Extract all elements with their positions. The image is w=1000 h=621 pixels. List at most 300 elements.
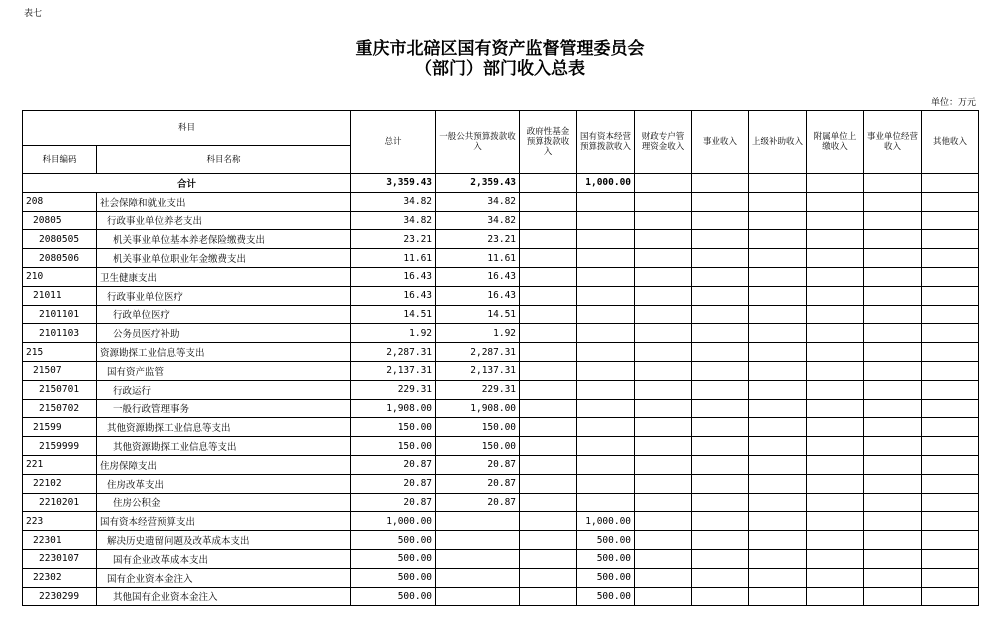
summary-superior-subsidy [749, 174, 807, 193]
cell-code: 210 [23, 267, 97, 286]
header-total: 总计 [351, 111, 436, 174]
cell-other [922, 587, 979, 606]
cell-total: 23.21 [351, 230, 436, 249]
cell-other [922, 361, 979, 380]
cell-business-operation [864, 361, 922, 380]
cell-business [692, 267, 749, 286]
cell-code: 22301 [23, 531, 97, 550]
cell-affiliate-payment [807, 324, 864, 343]
cell-gov-fund [520, 531, 577, 550]
cell-total: 2,287.31 [351, 343, 436, 362]
cell-state-capital [577, 267, 635, 286]
cell-business-operation [864, 474, 922, 493]
cell-business [692, 493, 749, 512]
cell-business [692, 512, 749, 531]
cell-other [922, 267, 979, 286]
cell-affiliate-payment [807, 211, 864, 230]
cell-name: 行政事业单位医疗 [97, 286, 351, 305]
cell-business [692, 343, 749, 362]
cell-total: 34.82 [351, 211, 436, 230]
cell-total: 16.43 [351, 267, 436, 286]
cell-superior-subsidy [749, 399, 807, 418]
table-row [23, 474, 979, 493]
cell-other [922, 211, 979, 230]
cell-state-capital [577, 474, 635, 493]
cell-name: 住房改革支出 [97, 474, 351, 493]
cell-code: 20805 [23, 211, 97, 230]
cell-affiliate-payment [807, 587, 864, 606]
cell-affiliate-payment [807, 267, 864, 286]
cell-code: 2080506 [23, 249, 97, 268]
cell-code: 22102 [23, 474, 97, 493]
cell-name: 行政运行 [97, 380, 351, 399]
cell-superior-subsidy [749, 380, 807, 399]
cell-other [922, 380, 979, 399]
cell-state-capital [577, 380, 635, 399]
cell-affiliate-payment [807, 230, 864, 249]
cell-code: 2150702 [23, 399, 97, 418]
cell-business-operation [864, 249, 922, 268]
cell-name: 国有资本经营预算支出 [97, 512, 351, 531]
cell-total: 1,908.00 [351, 399, 436, 418]
cell-name: 公务员医疗补助 [97, 324, 351, 343]
cell-business-operation [864, 230, 922, 249]
cell-state-capital [577, 399, 635, 418]
cell-name: 机关事业单位基本养老保险缴费支出 [97, 230, 351, 249]
cell-superior-subsidy [749, 568, 807, 587]
cell-state-capital: 500.00 [577, 549, 635, 568]
cell-business-operation [864, 286, 922, 305]
cell-other [922, 399, 979, 418]
cell-business [692, 192, 749, 211]
header-business: 事业收入 [692, 111, 749, 174]
summary-business [692, 174, 749, 193]
cell-affiliate-payment [807, 305, 864, 324]
cell-business-operation [864, 380, 922, 399]
cell-business-operation [864, 343, 922, 362]
header-gov-fund: 政府性基金预算拨款收入 [520, 111, 577, 174]
cell-affiliate-payment [807, 455, 864, 474]
cell-name: 行政事业单位养老支出 [97, 211, 351, 230]
cell-affiliate-payment [807, 399, 864, 418]
cell-name: 解决历史遗留问题及改革成本支出 [97, 531, 351, 550]
summary-affiliate-payment [807, 174, 864, 193]
cell-superior-subsidy [749, 267, 807, 286]
cell-total: 229.31 [351, 380, 436, 399]
cell-name: 其他国有企业资本金注入 [97, 587, 351, 606]
cell-name: 行政单位医疗 [97, 305, 351, 324]
summary-general-budget: 2,359.43 [436, 174, 520, 193]
cell-total: 11.61 [351, 249, 436, 268]
cell-superior-subsidy [749, 549, 807, 568]
cell-state-capital [577, 211, 635, 230]
cell-general-budget: 20.87 [436, 493, 520, 512]
cell-state-capital: 500.00 [577, 568, 635, 587]
cell-name: 其他资源勘探工业信息等支出 [97, 418, 351, 437]
cell-general-budget [436, 531, 520, 550]
cell-general-budget: 2,137.31 [436, 361, 520, 380]
header-special-fund: 财政专户管理资金收入 [635, 111, 692, 174]
cell-other [922, 192, 979, 211]
cell-business-operation [864, 587, 922, 606]
table-row [23, 437, 979, 456]
cell-name: 国有企业改革成本支出 [97, 549, 351, 568]
cell-general-budget: 11.61 [436, 249, 520, 268]
cell-special-fund [635, 437, 692, 456]
cell-gov-fund [520, 361, 577, 380]
cell-business [692, 305, 749, 324]
cell-business [692, 324, 749, 343]
cell-affiliate-payment [807, 343, 864, 362]
cell-code: 2150701 [23, 380, 97, 399]
cell-name: 社会保障和就业支出 [97, 192, 351, 211]
cell-code: 2101101 [23, 305, 97, 324]
cell-code: 2230107 [23, 549, 97, 568]
table-row [23, 568, 979, 587]
cell-superior-subsidy [749, 512, 807, 531]
table-row [23, 418, 979, 437]
cell-general-budget: 34.82 [436, 192, 520, 211]
cell-name: 卫生健康支出 [97, 267, 351, 286]
cell-business [692, 230, 749, 249]
cell-total: 500.00 [351, 531, 436, 550]
table-row [23, 512, 979, 531]
summary-state-capital: 1,000.00 [577, 174, 635, 193]
cell-other [922, 549, 979, 568]
cell-business-operation [864, 192, 922, 211]
cell-code: 21599 [23, 418, 97, 437]
table-header [23, 111, 979, 174]
cell-state-capital [577, 249, 635, 268]
table-row [23, 361, 979, 380]
cell-other [922, 531, 979, 550]
cell-state-capital: 500.00 [577, 531, 635, 550]
cell-business-operation [864, 549, 922, 568]
cell-general-budget: 1.92 [436, 324, 520, 343]
cell-total: 2,137.31 [351, 361, 436, 380]
cell-special-fund [635, 230, 692, 249]
cell-superior-subsidy [749, 361, 807, 380]
cell-business-operation [864, 418, 922, 437]
cell-special-fund [635, 455, 692, 474]
cell-special-fund [635, 192, 692, 211]
cell-special-fund [635, 493, 692, 512]
cell-name: 资源勘探工业信息等支出 [97, 343, 351, 362]
cell-code: 22302 [23, 568, 97, 587]
cell-general-budget: 34.82 [436, 211, 520, 230]
cell-business-operation [864, 267, 922, 286]
cell-name: 一般行政管理事务 [97, 399, 351, 418]
cell-general-budget: 20.87 [436, 474, 520, 493]
summary-row [23, 174, 979, 193]
cell-total: 500.00 [351, 587, 436, 606]
cell-business [692, 455, 749, 474]
cell-gov-fund [520, 399, 577, 418]
cell-business-operation [864, 324, 922, 343]
cell-state-capital [577, 286, 635, 305]
cell-business-operation [864, 437, 922, 456]
table-row [23, 343, 979, 362]
table-row [23, 305, 979, 324]
cell-affiliate-payment [807, 493, 864, 512]
cell-superior-subsidy [749, 531, 807, 550]
cell-state-capital [577, 437, 635, 456]
cell-superior-subsidy [749, 305, 807, 324]
cell-other [922, 455, 979, 474]
table-row [23, 211, 979, 230]
cell-general-budget [436, 568, 520, 587]
cell-general-budget: 2,287.31 [436, 343, 520, 362]
cell-special-fund [635, 568, 692, 587]
table-row [23, 286, 979, 305]
table-row [23, 249, 979, 268]
cell-total: 20.87 [351, 493, 436, 512]
cell-business [692, 361, 749, 380]
summary-other [922, 174, 979, 193]
cell-special-fund [635, 249, 692, 268]
cell-special-fund [635, 549, 692, 568]
cell-business [692, 531, 749, 550]
cell-business-operation [864, 211, 922, 230]
cell-special-fund [635, 399, 692, 418]
cell-state-capital: 1,000.00 [577, 512, 635, 531]
cell-code: 221 [23, 455, 97, 474]
cell-business [692, 249, 749, 268]
cell-superior-subsidy [749, 587, 807, 606]
cell-affiliate-payment [807, 249, 864, 268]
cell-gov-fund [520, 493, 577, 512]
cell-total: 500.00 [351, 568, 436, 587]
cell-general-budget: 1,908.00 [436, 399, 520, 418]
cell-business [692, 286, 749, 305]
table-row [23, 324, 979, 343]
cell-business-operation [864, 512, 922, 531]
header-state-capital: 国有资本经营预算拨款收入 [577, 111, 635, 174]
cell-state-capital [577, 493, 635, 512]
header-general-budget: 一般公共预算拨款收入 [436, 111, 520, 174]
cell-gov-fund [520, 568, 577, 587]
cell-business [692, 399, 749, 418]
cell-business [692, 549, 749, 568]
cell-gov-fund [520, 324, 577, 343]
header-code: 科目编码 [23, 146, 97, 174]
table-number-label: 表七 [24, 9, 43, 19]
cell-general-budget: 23.21 [436, 230, 520, 249]
cell-total: 1.92 [351, 324, 436, 343]
cell-name: 住房保障支出 [97, 455, 351, 474]
cell-code: 21507 [23, 361, 97, 380]
cell-special-fund [635, 531, 692, 550]
table-row [23, 399, 979, 418]
cell-special-fund [635, 474, 692, 493]
cell-business [692, 587, 749, 606]
page-subtitle: （部门）部门收入总表 [415, 59, 585, 79]
cell-business [692, 211, 749, 230]
cell-special-fund [635, 286, 692, 305]
cell-gov-fund [520, 474, 577, 493]
cell-code: 208 [23, 192, 97, 211]
cell-code: 2210201 [23, 493, 97, 512]
cell-other [922, 474, 979, 493]
cell-special-fund [635, 211, 692, 230]
cell-state-capital [577, 343, 635, 362]
header-subject: 科目 [23, 111, 351, 146]
cell-name: 其他资源勘探工业信息等支出 [97, 437, 351, 456]
cell-business-operation [864, 531, 922, 550]
table-body [23, 174, 979, 606]
cell-general-budget [436, 587, 520, 606]
cell-other [922, 305, 979, 324]
cell-state-capital [577, 230, 635, 249]
table-row [23, 380, 979, 399]
cell-superior-subsidy [749, 211, 807, 230]
header-other: 其他收入 [922, 111, 979, 174]
unit-label: 单位：万元 [930, 98, 976, 108]
cell-affiliate-payment [807, 474, 864, 493]
summary-special-fund [635, 174, 692, 193]
cell-gov-fund [520, 418, 577, 437]
cell-affiliate-payment [807, 568, 864, 587]
cell-total: 14.51 [351, 305, 436, 324]
cell-affiliate-payment [807, 531, 864, 550]
cell-gov-fund [520, 437, 577, 456]
cell-total: 150.00 [351, 437, 436, 456]
cell-other [922, 493, 979, 512]
cell-special-fund [635, 587, 692, 606]
cell-superior-subsidy [749, 249, 807, 268]
cell-business [692, 568, 749, 587]
cell-gov-fund [520, 249, 577, 268]
cell-gov-fund [520, 455, 577, 474]
cell-special-fund [635, 361, 692, 380]
cell-gov-fund [520, 587, 577, 606]
cell-business-operation [864, 455, 922, 474]
cell-total: 34.82 [351, 192, 436, 211]
cell-other [922, 437, 979, 456]
cell-business-operation [864, 493, 922, 512]
cell-name: 住房公积金 [97, 493, 351, 512]
table-row [23, 230, 979, 249]
cell-other [922, 249, 979, 268]
income-summary-table [22, 110, 979, 606]
cell-special-fund [635, 305, 692, 324]
cell-gov-fund [520, 343, 577, 362]
cell-gov-fund [520, 267, 577, 286]
cell-other [922, 418, 979, 437]
cell-general-budget [436, 512, 520, 531]
cell-affiliate-payment [807, 549, 864, 568]
cell-affiliate-payment [807, 192, 864, 211]
cell-other [922, 568, 979, 587]
cell-business [692, 380, 749, 399]
cell-business [692, 474, 749, 493]
table-row [23, 587, 979, 606]
cell-code: 223 [23, 512, 97, 531]
header-superior-subsidy: 上级补助收入 [749, 111, 807, 174]
cell-general-budget: 20.87 [436, 455, 520, 474]
cell-affiliate-payment [807, 418, 864, 437]
cell-affiliate-payment [807, 286, 864, 305]
cell-name: 国有企业资本金注入 [97, 568, 351, 587]
cell-state-capital [577, 455, 635, 474]
cell-affiliate-payment [807, 512, 864, 531]
cell-gov-fund [520, 230, 577, 249]
cell-general-budget [436, 549, 520, 568]
cell-business [692, 418, 749, 437]
cell-other [922, 512, 979, 531]
cell-business-operation [864, 305, 922, 324]
cell-general-budget: 14.51 [436, 305, 520, 324]
cell-superior-subsidy [749, 418, 807, 437]
cell-special-fund [635, 418, 692, 437]
cell-gov-fund [520, 380, 577, 399]
cell-general-budget: 150.00 [436, 437, 520, 456]
cell-general-budget: 229.31 [436, 380, 520, 399]
cell-code: 21011 [23, 286, 97, 305]
cell-general-budget: 16.43 [436, 267, 520, 286]
cell-special-fund [635, 267, 692, 286]
table-row [23, 455, 979, 474]
cell-superior-subsidy [749, 343, 807, 362]
cell-other [922, 324, 979, 343]
cell-superior-subsidy [749, 192, 807, 211]
cell-code: 2080505 [23, 230, 97, 249]
cell-superior-subsidy [749, 493, 807, 512]
cell-code: 215 [23, 343, 97, 362]
cell-other [922, 230, 979, 249]
header-business-operation: 事业单位经营收入 [864, 111, 922, 174]
cell-special-fund [635, 324, 692, 343]
table-row [23, 493, 979, 512]
cell-gov-fund [520, 192, 577, 211]
cell-superior-subsidy [749, 437, 807, 456]
cell-other [922, 286, 979, 305]
cell-business-operation [864, 399, 922, 418]
cell-affiliate-payment [807, 361, 864, 380]
cell-state-capital [577, 418, 635, 437]
cell-affiliate-payment [807, 437, 864, 456]
cell-special-fund [635, 343, 692, 362]
cell-business [692, 437, 749, 456]
cell-state-capital: 500.00 [577, 587, 635, 606]
cell-total: 16.43 [351, 286, 436, 305]
summary-gov-fund [520, 174, 577, 193]
header-affiliate-payment: 附属单位上缴收入 [807, 111, 864, 174]
cell-gov-fund [520, 549, 577, 568]
cell-total: 20.87 [351, 474, 436, 493]
table-row [23, 267, 979, 286]
cell-code: 2230299 [23, 587, 97, 606]
cell-code: 2101103 [23, 324, 97, 343]
cell-special-fund [635, 380, 692, 399]
cell-gov-fund [520, 305, 577, 324]
summary-total: 3,359.43 [351, 174, 436, 193]
cell-total: 500.00 [351, 549, 436, 568]
cell-general-budget: 16.43 [436, 286, 520, 305]
cell-name: 国有资产监管 [97, 361, 351, 380]
cell-state-capital [577, 192, 635, 211]
cell-state-capital [577, 305, 635, 324]
cell-superior-subsidy [749, 455, 807, 474]
summary-label: 合计 [23, 174, 351, 193]
cell-general-budget: 150.00 [436, 418, 520, 437]
cell-business-operation [864, 568, 922, 587]
cell-gov-fund [520, 512, 577, 531]
cell-superior-subsidy [749, 286, 807, 305]
cell-gov-fund [520, 286, 577, 305]
summary-business-operation [864, 174, 922, 193]
page-title: 重庆市北碚区国有资产监督管理委员会 [355, 39, 645, 59]
